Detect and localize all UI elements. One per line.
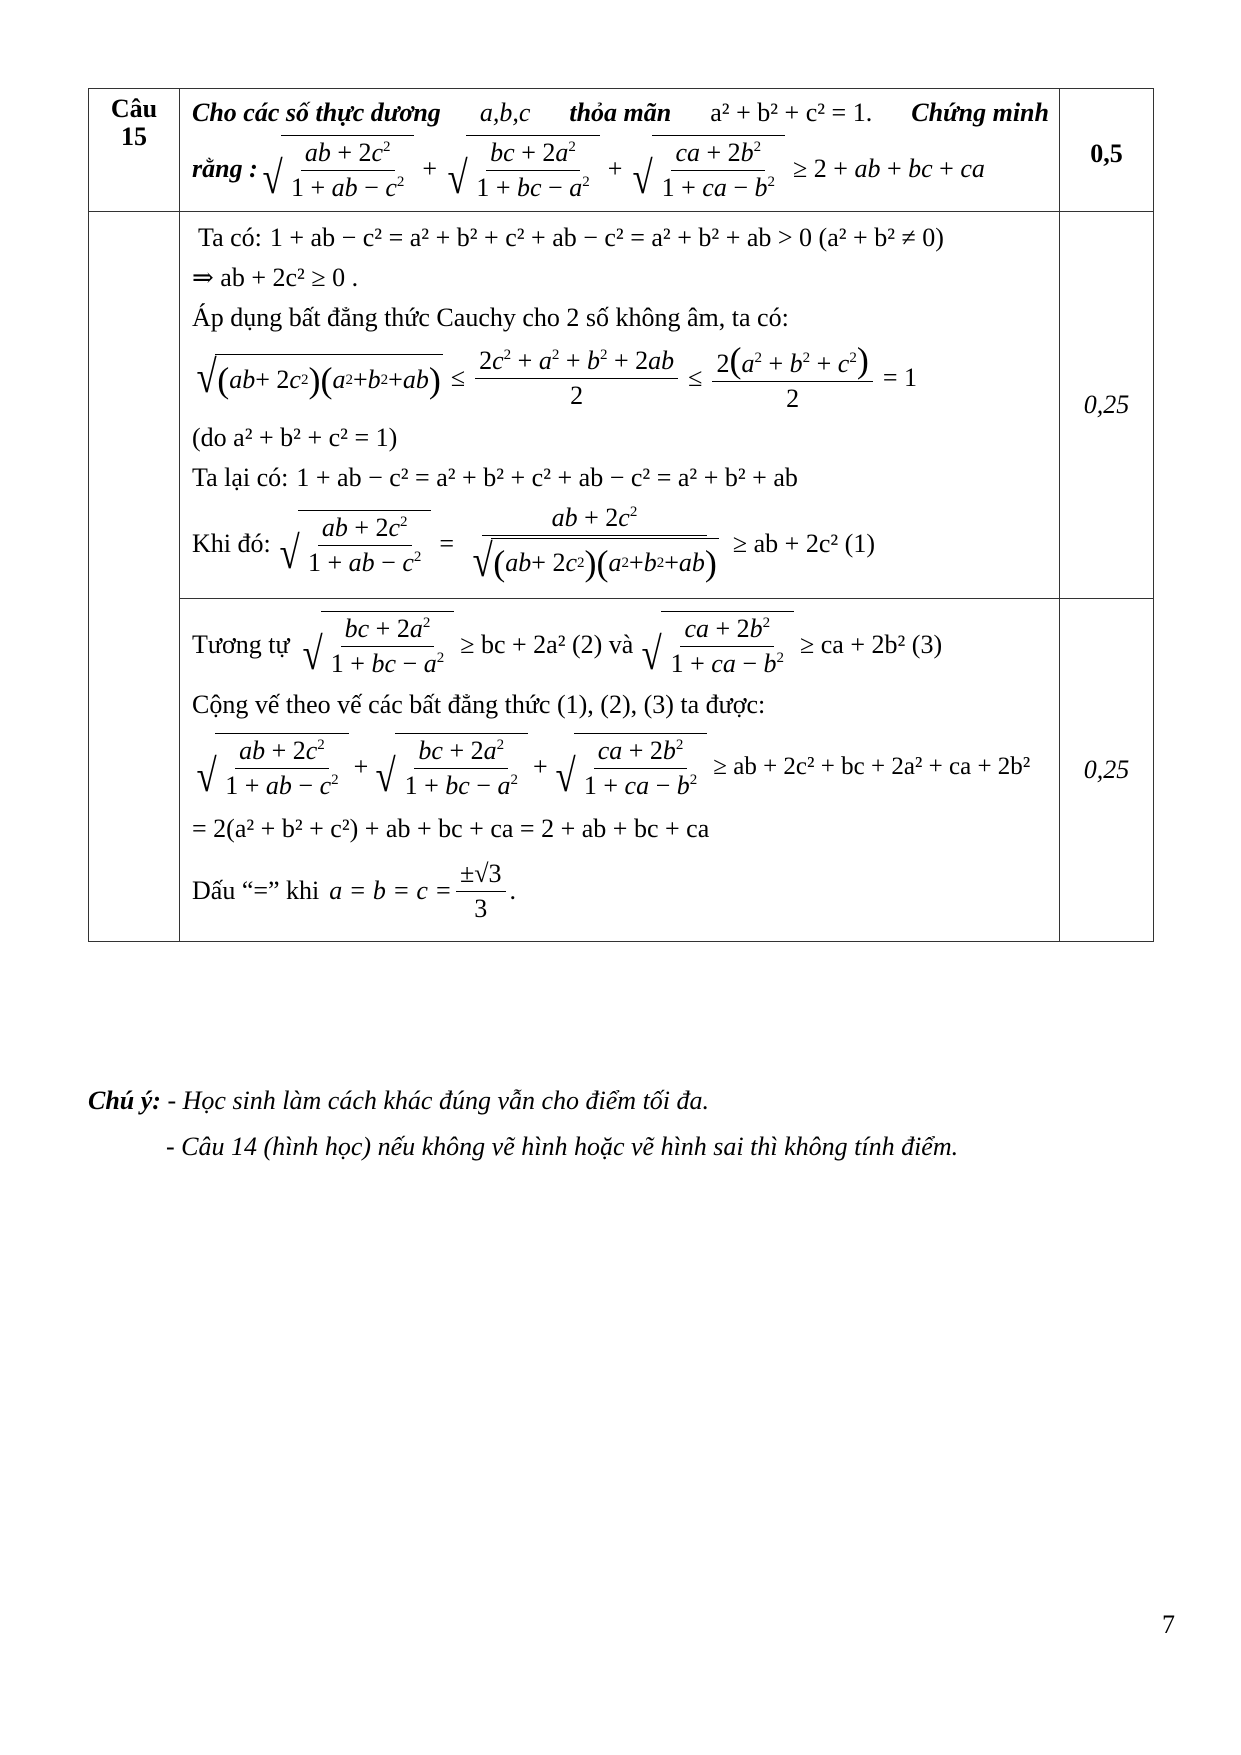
solution-line-7: Khi đó: √ $\frac{ab + 2c^2}{1 + ab - c^2}$ = ab + $2c^2$ √ ( ab + 2 c 2 ) ( a 2 + b 2 + ab ) ≥ ab + 2c² (1) <box>192 502 875 586</box>
solution-line-9: Cộng vế theo vế các bất đẳng thức (1), (2), (3) ta được: <box>192 690 766 719</box>
solution-score-2: 0,25 <box>1083 755 1130 784</box>
question-label: Câu 15 <box>110 94 158 151</box>
solution-line-12: Dấu “=” khi a = b = c = $\frac{\pm√3}{3}$ . <box>192 858 517 923</box>
question-inequality: rằng : √ $\frac{ab + 2c^2}{1 + ab - c^2}$ + √ $\frac{bc + 2a^2}{1 + bc - a^2}$ + √ $\frac{ca + 2b^2}{1 + ca - b^2}$ ≥ 2 + ab + bc + ca <box>192 135 1049 203</box>
question-score-cell <box>1060 89 1154 212</box>
solution-line-11: = 2(a² + b² + c²) + ab + bc + ca = 2 + ab + bc + ca <box>192 814 710 843</box>
sqrt-term-2: √ $\frac{bc + 2a^2}{1 + bc - a^2}$ <box>445 135 600 203</box>
question-row <box>89 89 1154 212</box>
page-number: 7 <box>1162 1610 1175 1639</box>
solution-part-1 <box>89 212 1154 599</box>
solution-part-1-content <box>180 212 1060 599</box>
question-label-cell <box>89 89 180 212</box>
solution-table <box>88 88 1154 942</box>
solution-score-1: 0,25 <box>1083 390 1130 419</box>
solution-part-2-content <box>180 599 1060 942</box>
solution-score-1-cell <box>1060 212 1154 599</box>
solution-line-2: ⇒ ab + 2c² ≥ 0 . <box>192 263 359 292</box>
solution-line-6: Ta lại có: 1 + ab − c² = a² + b² + c² + ab − c² = a² + b² + ab <box>192 463 798 492</box>
solution-line-3: Áp dụng bất đẳng thức Cauchy cho 2 số không âm, ta có: <box>192 303 789 332</box>
sqrt-term-3: √ $\frac{ca + 2b^2}{1 + ca - b^2}$ <box>630 135 785 203</box>
note <box>88 1078 958 1170</box>
sqrt-term-1: √ $\frac{ab + 2c^2}{1 + ab - c^2}$ <box>260 135 415 203</box>
solution-score-2-cell <box>1060 599 1154 942</box>
note-line-1: Chú ý: - Học sinh làm cách khác đúng vẫn cho điểm tối đa. <box>88 1086 710 1115</box>
question-score: 0,5 <box>1090 139 1123 168</box>
solution-line-1: Ta có: 1 + ab − c² = a² + b² + c² + ab − c² = a² + b² + ab > 0 (a² + b² ≠ 0) <box>198 223 944 252</box>
question-statement-cell <box>180 89 1060 212</box>
solution-line-5: (do a² + b² + c² = 1) <box>192 423 398 452</box>
note-line-2: - Câu 14 (hình học) nếu không vẽ hình hoặc vẽ hình sai thì không tính điểm. <box>166 1132 959 1161</box>
solution-part-2 <box>89 599 1154 942</box>
solution-line-10: √ $\frac{ab + 2c^2}{1 + ab - c^2}$ + √ $\frac{bc + 2a^2}{1 + bc - a^2}$ + √ $\frac{ca + 2b^2}{1 + ca - b^2}$ ≥ ab + 2c² + bc + 2a² + ca + 2b² <box>192 725 1049 809</box>
question-statement: Cho các số thực dương a,b,c thỏa mãn a² + b² + c² = 1. Chứng minh <box>192 98 1049 127</box>
solution-cauchy-inequality: √ ( ab + 2 c 2 ) ( a 2 + b 2 + ab ) ≤ $\frac{2c^2 + a^2 + b^2 + 2ab}{2}$ ≤ $\frac{2(a^2 + b^2 + c^2)}{2}$ = 1 <box>196 340 917 413</box>
solution-line-8: Tương tự √ $\frac{bc + 2a^2}{1 + bc - a^2}$ ≥ bc + 2a² (2) và √ $\frac{ca + 2b^2}{1 + ca - b^2}$ ≥ ca + 2b² (3) <box>192 605 1049 685</box>
